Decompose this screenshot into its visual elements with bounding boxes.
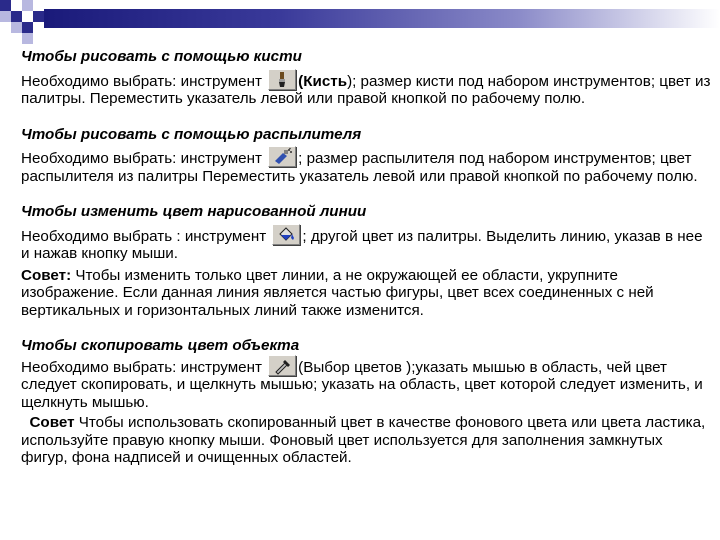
decor-square [22,22,33,33]
fill-bucket-icon [272,224,300,245]
decor-square [0,0,11,11]
decor-square [22,11,33,22]
section-heading: Чтобы рисовать с помощью кисти [21,48,302,65]
section-text: Необходимо выбрать: инструмент (Выбор цветов );указать мышью в область, чей цвет следует скопировать, и щелкнуть мышью; указать на область, цвет которой следует изменить, и щелкнуть мышью. [21,355,713,412]
section-heading: Чтобы скопировать цвет объекта [21,337,300,354]
section-heading: Чтобы рисовать с помощью распылителя [21,125,362,143]
section-text: Необходимо выбрать: инструмент ; размер распылителя под набором инструментов; цвет распылителя из палитры Переместить указатель левой или правой кнопкой по рабочему полю. [21,146,713,185]
instructions-body [21,48,713,467]
brush-icon [268,69,296,90]
decor-square [22,33,33,44]
decor-square [22,0,33,11]
tip-text: Совет Чтобы использовать скопированный цвет в качестве фонового цвета или цвета ластика, используйте правую кнопку мыши. Фоновый цвет используется для заполнения замкнутых фигур, фона надписей и очищенных областей. [21,414,706,466]
airbrush-icon [268,146,296,167]
eyedropper-icon [268,355,296,376]
gradient-bar [44,9,720,28]
decor-square [0,11,11,22]
section-heading: Чтобы изменить цвет нарисованной линии [21,203,367,220]
tip-text: Совет: Чтобы изменить только цвет линии, а не окружающей ее области, укрупните изображение. Если данная линия является частью фигуры, цвет всех соединенных с ней вертикальных и горизонтальных линий также изменится. [21,266,654,319]
section-text: Необходимо выбрать: инструмент (Кисть); размер кисти под набором инструментов; цвет из палитры. Переместить указатель левой или правой кнопкой по рабочему полю. [21,69,713,108]
decor-square [11,22,22,33]
decor-square [11,11,22,22]
section-text: Необходимо выбрать : инструмент ; другой цвет из палитры. Выделить линию, указав в нее и нажав кнопку мыши. [21,224,713,263]
decor-square [11,0,22,11]
title-decoration [0,0,720,42]
decor-square [33,11,44,22]
